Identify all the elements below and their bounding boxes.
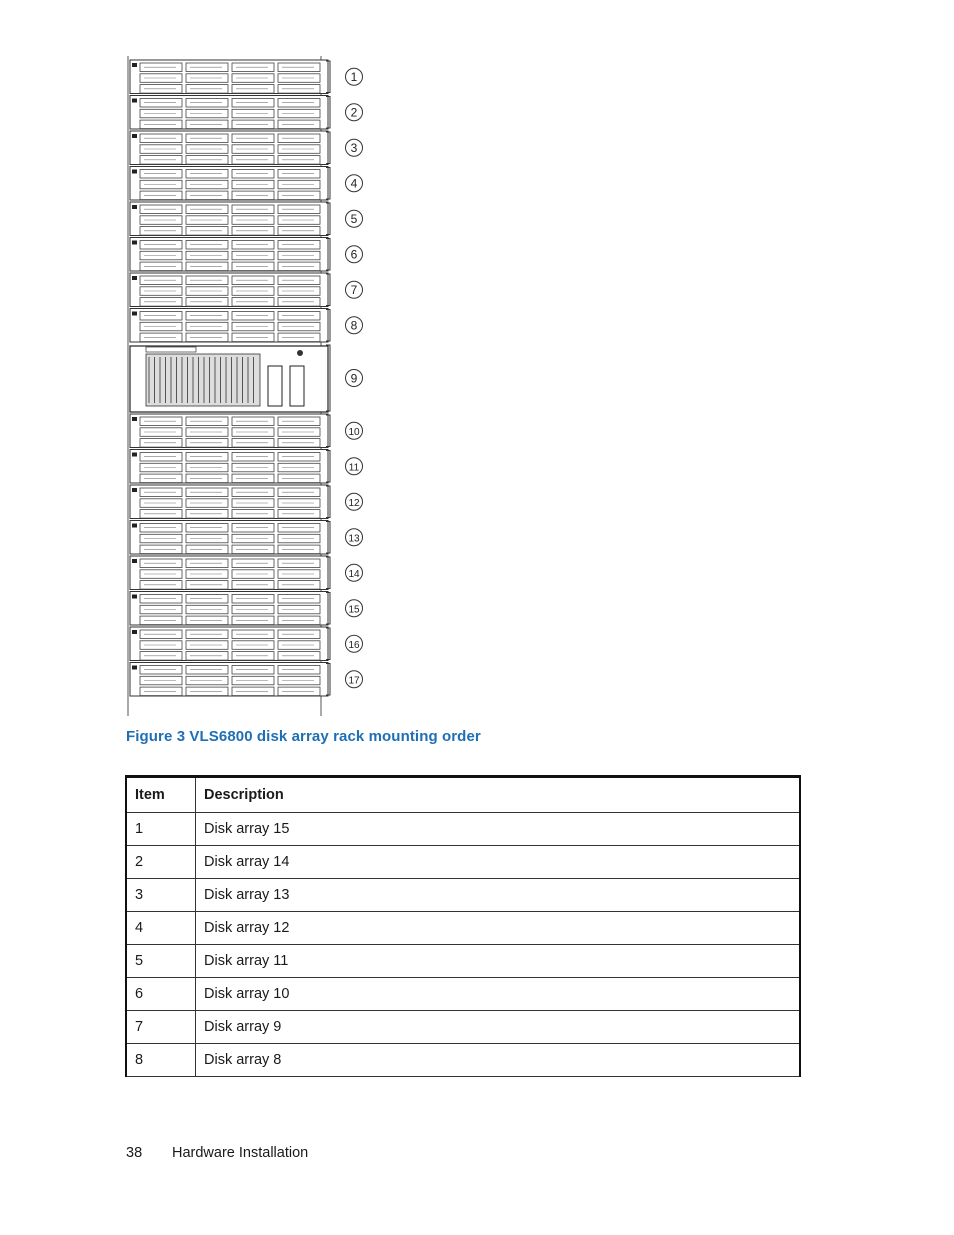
- cell-item: 3: [126, 879, 196, 912]
- callout-number: 8: [350, 318, 358, 333]
- callout-number: 9: [350, 371, 358, 386]
- callout-number: 13: [348, 533, 360, 545]
- callout-number: 11: [348, 462, 360, 474]
- callout-number: 7: [350, 283, 358, 298]
- callout-number: 4: [350, 176, 358, 191]
- callout-number: 17: [348, 675, 360, 687]
- header-description: Description: [196, 777, 801, 813]
- table-header-row: [126, 777, 800, 813]
- status-led: [132, 276, 137, 280]
- callout-number: 14: [348, 569, 360, 581]
- figure-caption: Figure 3 VLS6800 disk array rack mounting order: [126, 728, 481, 745]
- table-row: [126, 945, 800, 978]
- cell-description: Disk array 13: [196, 879, 801, 912]
- status-led: [132, 312, 137, 316]
- server-drive-bay: [268, 366, 282, 406]
- cell-item: 1: [126, 813, 196, 846]
- cell-item: 6: [126, 978, 196, 1011]
- footer-section: Hardware Installation: [172, 1145, 309, 1161]
- status-led: [132, 559, 137, 563]
- status-led: [132, 417, 137, 421]
- table-row: [126, 879, 800, 912]
- status-led: [132, 170, 137, 174]
- status-led: [132, 524, 137, 528]
- table-row: [126, 978, 800, 1011]
- cell-description: Disk array 11: [196, 945, 801, 978]
- status-led: [132, 241, 137, 245]
- server-drive-bay: [290, 366, 304, 406]
- status-led: [132, 99, 137, 103]
- table-row: [126, 912, 800, 945]
- callout-number: 12: [348, 498, 360, 510]
- server-bezel-label: [146, 347, 196, 352]
- cell-description: Disk array 15: [196, 813, 801, 846]
- page-number: 38: [126, 1145, 143, 1161]
- rack-mounting-diagram: [118, 52, 378, 722]
- status-led: [132, 453, 137, 457]
- status-led: [132, 488, 137, 492]
- status-led: [132, 134, 137, 138]
- cell-description: Disk array 14: [196, 846, 801, 879]
- callout-number: 10: [348, 427, 360, 439]
- cell-item: 8: [126, 1044, 196, 1077]
- callout-number: 2: [350, 105, 358, 120]
- table-row: [126, 813, 800, 846]
- table-row: [126, 1011, 800, 1044]
- cell-description: Disk array 8: [196, 1044, 801, 1077]
- cell-description: Disk array 12: [196, 912, 801, 945]
- power-button-icon: [297, 350, 303, 356]
- table-row: [126, 1044, 800, 1077]
- table-row: [126, 846, 800, 879]
- status-led: [132, 205, 137, 209]
- callout-number: 3: [350, 141, 358, 156]
- header-item: Item: [126, 777, 196, 813]
- callout-number: 16: [348, 640, 360, 652]
- callout-number: 1: [350, 70, 358, 85]
- cell-description: Disk array 10: [196, 978, 801, 1011]
- callout-number: 6: [350, 247, 358, 262]
- items-table: [125, 775, 801, 1077]
- page-footer: [126, 1145, 308, 1161]
- status-led: [132, 666, 137, 670]
- cell-item: 5: [126, 945, 196, 978]
- status-led: [132, 63, 137, 67]
- status-led: [132, 595, 137, 599]
- callout-number: 5: [350, 212, 358, 227]
- cell-item: 4: [126, 912, 196, 945]
- cell-item: 7: [126, 1011, 196, 1044]
- cell-description: Disk array 9: [196, 1011, 801, 1044]
- status-led: [132, 630, 137, 634]
- callout-number: 15: [348, 604, 360, 616]
- cell-item: 2: [126, 846, 196, 879]
